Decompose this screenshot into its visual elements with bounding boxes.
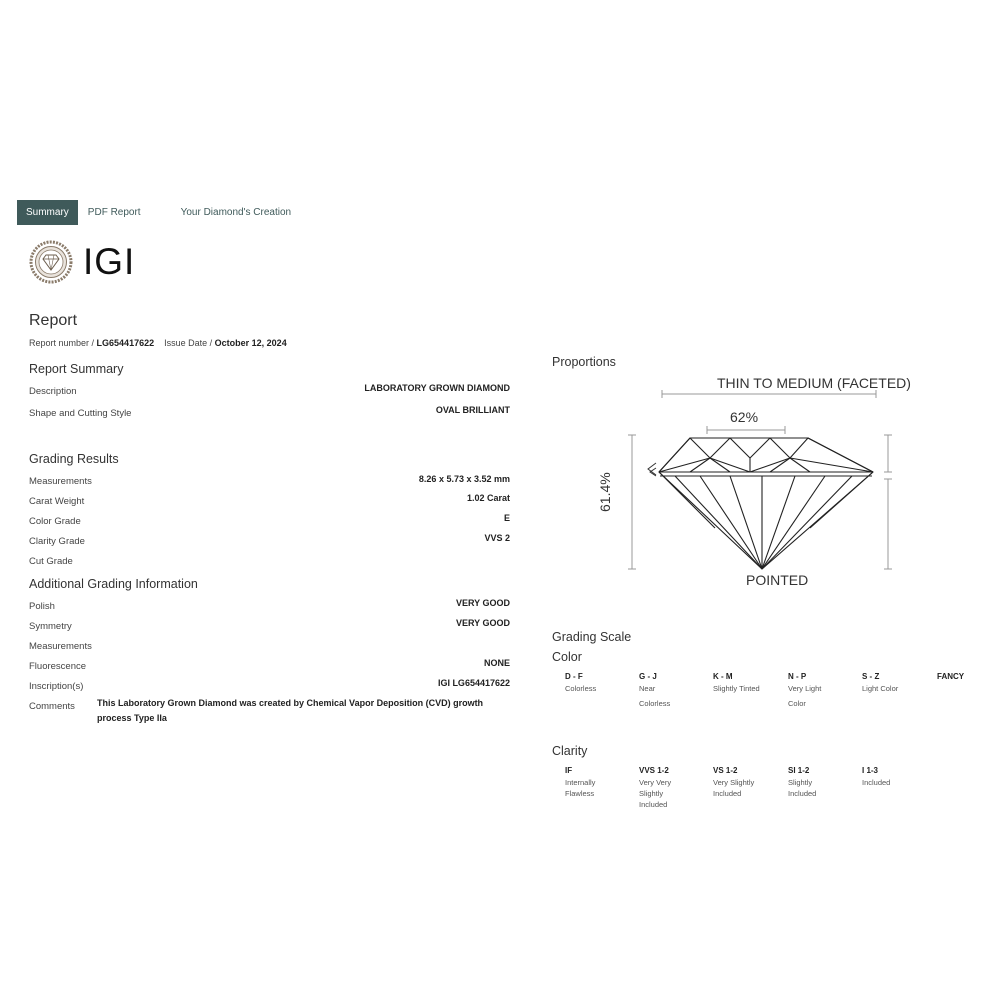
row-label: Measurements	[29, 641, 92, 652]
clarity-scale-item	[639, 766, 671, 810]
grading-scale-title: Grading Scale	[552, 630, 632, 644]
issue-date-label: Issue Date /	[164, 338, 213, 348]
row-label: Polish	[29, 601, 55, 612]
row-value: 8.26 x 5.73 x 3.52 mm	[418, 474, 510, 484]
additional-info-title: Additional Grading Information	[29, 577, 198, 591]
scale-desc: Very Very	[639, 778, 672, 787]
row-label: Cut Grade	[29, 556, 73, 567]
proportions-diagram	[590, 368, 920, 590]
row-value: VERY GOOD	[455, 598, 510, 608]
scale-code: G - J	[639, 672, 657, 681]
scale-code: FANCY	[937, 672, 965, 681]
color-scale-title: Color	[552, 650, 582, 664]
row-label: Inscription(s)	[29, 681, 84, 692]
scale-desc: Slightly Tinted	[713, 684, 760, 693]
clarity-scale-title: Clarity	[552, 744, 588, 758]
report-number-label: Report number /	[29, 338, 95, 348]
culet-label: POINTED	[746, 572, 809, 588]
tab-bar	[17, 200, 300, 225]
scale-desc: Included	[788, 789, 817, 798]
scale-desc: Near	[639, 684, 656, 693]
grading-results-title: Grading Results	[29, 452, 119, 466]
scale-desc: Light Color	[862, 684, 899, 693]
color-scale-item	[639, 672, 670, 711]
color-scale-item	[788, 672, 821, 711]
report-title: Report	[29, 312, 78, 329]
scale-code: SI 1-2	[788, 766, 810, 775]
comments-value	[97, 696, 517, 726]
scale-code: D - F	[565, 672, 583, 681]
scale-desc: Colorless	[639, 699, 671, 708]
row-label: Shape and Cutting Style	[29, 408, 132, 419]
row-label: Symmetry	[29, 621, 72, 632]
row-value: NONE	[483, 658, 510, 668]
comments-line: This Laboratory Grown Diamond was created by Chemical Vapor Deposition (CVD) growth	[97, 698, 484, 708]
clarity-scale-item	[565, 766, 595, 799]
scale-code: IF	[565, 766, 573, 775]
scale-desc: Internally	[565, 778, 596, 787]
scale-code: S - Z	[862, 672, 880, 681]
scale-desc: Color	[788, 699, 806, 708]
color-scale-item	[565, 672, 596, 696]
clarity-scale-item	[788, 766, 816, 799]
comments-line: process Type IIa	[97, 713, 167, 723]
depth-percent-label: 61.4%	[597, 472, 613, 512]
row-value: 1.02 Carat	[466, 493, 510, 503]
scale-desc: Flawless	[565, 789, 595, 798]
scale-desc: Slightly	[788, 778, 813, 787]
clarity-scale-item	[713, 766, 754, 799]
scale-desc: Slightly	[639, 789, 664, 798]
scale-code: VS 1-2	[713, 766, 738, 775]
girdle-label: THIN TO MEDIUM (FACETED)	[717, 375, 911, 391]
issue-date: October 12, 2024	[214, 338, 287, 348]
scale-desc: Included	[713, 789, 742, 798]
scale-code: VVS 1-2	[639, 766, 669, 775]
scale-desc: Very Light	[788, 684, 822, 693]
tab-summary[interactable]: Summary	[17, 200, 78, 225]
row-label: Description	[29, 386, 77, 397]
scale-code: K - M	[713, 672, 733, 681]
color-scale-item	[713, 672, 760, 696]
scale-desc: Included	[862, 778, 891, 787]
color-scale-item	[862, 672, 898, 696]
scale-desc: Colorless	[565, 684, 597, 693]
row-label: Carat Weight	[29, 496, 85, 507]
color-scale-item	[937, 672, 964, 681]
comments-label: Comments	[29, 701, 75, 712]
scale-code: N - P	[788, 672, 807, 681]
table-percent-label: 62%	[730, 409, 759, 425]
row-label: Fluorescence	[29, 661, 87, 672]
scale-desc: Very Slightly	[713, 778, 755, 787]
row-value: E	[503, 513, 510, 523]
proportions-title: Proportions	[552, 355, 616, 369]
tab-diamond-creation[interactable]: Your Diamond's Creation	[180, 207, 292, 218]
row-value: VVS 2	[484, 533, 510, 543]
tab-pdf-report[interactable]: PDF Report	[87, 207, 141, 218]
clarity-scale-item	[862, 766, 890, 788]
igi-seal-icon	[29, 240, 73, 284]
row-label: Measurements	[29, 476, 92, 487]
igi-logo	[29, 240, 135, 284]
report-summary-title: Report Summary	[29, 362, 124, 376]
igi-wordmark: IGI	[83, 241, 136, 282]
row-value: OVAL BRILLIANT	[435, 405, 510, 415]
row-label: Color Grade	[29, 516, 81, 527]
row-value: IGI LG654417622	[437, 678, 510, 688]
row-label: Clarity Grade	[29, 536, 85, 547]
report-meta	[29, 338, 287, 348]
report-number: LG654417622	[96, 338, 155, 348]
scale-desc: Included	[639, 800, 668, 809]
row-value: VERY GOOD	[455, 618, 510, 628]
row-value: LABORATORY GROWN DIAMOND	[364, 383, 510, 393]
scale-code: I 1-3	[862, 766, 879, 775]
